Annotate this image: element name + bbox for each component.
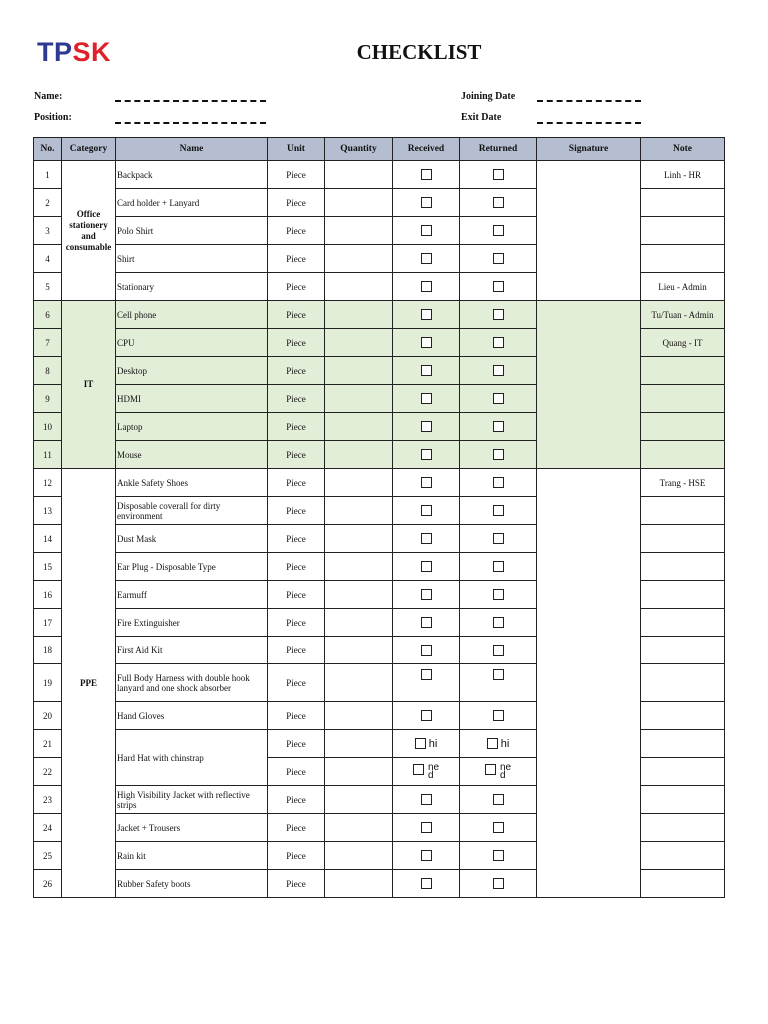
item-name: Earmuff bbox=[116, 581, 268, 609]
item-name: Desktop bbox=[116, 357, 268, 385]
received-checkbox[interactable] bbox=[421, 561, 432, 572]
returned-checkbox[interactable] bbox=[493, 822, 504, 833]
note-cell bbox=[641, 413, 725, 441]
item-unit: Piece bbox=[268, 702, 325, 730]
quantity-cell[interactable] bbox=[325, 581, 393, 609]
item-unit: Piece bbox=[268, 273, 325, 301]
item-unit: Piece bbox=[268, 497, 325, 525]
item-name: Laptop bbox=[116, 413, 268, 441]
row-no: 17 bbox=[34, 609, 62, 637]
returned-checkbox[interactable] bbox=[493, 617, 504, 628]
received-checkbox[interactable] bbox=[421, 449, 432, 460]
header-quantity: Quantity bbox=[325, 138, 393, 161]
note-cell bbox=[641, 581, 725, 609]
returned-checkbox[interactable] bbox=[493, 878, 504, 889]
item-unit: Piece bbox=[268, 301, 325, 329]
returned-checkbox[interactable] bbox=[493, 393, 504, 404]
quantity-cell[interactable] bbox=[325, 842, 393, 870]
row-no: 4 bbox=[34, 245, 62, 273]
returned-checkbox[interactable] bbox=[493, 794, 504, 805]
note-cell bbox=[641, 553, 725, 581]
quantity-cell[interactable] bbox=[325, 497, 393, 525]
item-unit: Piece bbox=[268, 245, 325, 273]
received-checkbox[interactable] bbox=[421, 589, 432, 600]
note-cell bbox=[641, 245, 725, 273]
item-unit: Piece bbox=[268, 189, 325, 217]
header-unit: Unit bbox=[268, 138, 325, 161]
category-office: Office stationery and consumable bbox=[62, 161, 116, 301]
item-name: Ankle Safety Shoes bbox=[116, 469, 268, 497]
quantity-cell[interactable] bbox=[325, 217, 393, 245]
row-no: 26 bbox=[34, 870, 62, 898]
returned-checkbox[interactable] bbox=[493, 421, 504, 432]
exit-date-label: Exit Date bbox=[461, 112, 502, 123]
item-name: Rubber Safety boots bbox=[116, 870, 268, 898]
returned-checkbox[interactable] bbox=[493, 669, 504, 680]
received-checkbox[interactable] bbox=[421, 421, 432, 432]
row-no: 24 bbox=[34, 814, 62, 842]
item-name: Hard Hat with chinstrap bbox=[116, 730, 268, 786]
header-note: Note bbox=[641, 138, 725, 161]
position-field[interactable] bbox=[115, 122, 266, 124]
quantity-cell[interactable] bbox=[325, 441, 393, 469]
item-name: Jacket + Trousers bbox=[116, 814, 268, 842]
item-name: Stationary bbox=[116, 273, 268, 301]
received-checkbox[interactable] bbox=[415, 738, 426, 749]
received-checkbox[interactable] bbox=[421, 878, 432, 889]
received-checkbox[interactable] bbox=[421, 850, 432, 861]
row-no: 1 bbox=[34, 161, 62, 189]
item-name: High Visibility Jacket with reflective strips bbox=[116, 786, 268, 814]
returned-checkbox[interactable] bbox=[493, 710, 504, 721]
note-cell: Tu/Tuan - Admin bbox=[641, 301, 725, 329]
item-name: Polo Shirt bbox=[116, 217, 268, 245]
quantity-cell[interactable] bbox=[325, 357, 393, 385]
header-no: No. bbox=[34, 138, 62, 161]
note-cell bbox=[641, 357, 725, 385]
item-name: HDMI bbox=[116, 385, 268, 413]
name-label: Name: bbox=[34, 91, 63, 102]
table-row bbox=[34, 469, 725, 497]
row-no: 8 bbox=[34, 357, 62, 385]
item-unit: Piece bbox=[268, 730, 325, 758]
item-name: Disposable coverall for dirty environment bbox=[116, 497, 268, 525]
item-name: Cell phone bbox=[116, 301, 268, 329]
position-label: Position: bbox=[34, 112, 72, 123]
quantity-cell[interactable] bbox=[325, 525, 393, 553]
item-name: Dust Mask bbox=[116, 525, 268, 553]
note-cell bbox=[641, 637, 725, 664]
returned-checkbox[interactable] bbox=[487, 738, 498, 749]
returned-checkbox[interactable] bbox=[485, 764, 496, 775]
row-no: 11 bbox=[34, 441, 62, 469]
received-checkbox[interactable] bbox=[421, 225, 432, 236]
table-row bbox=[34, 161, 725, 189]
note-cell bbox=[641, 842, 725, 870]
item-name: CPU bbox=[116, 329, 268, 357]
item-name: Rain kit bbox=[116, 842, 268, 870]
received-checkbox[interactable] bbox=[421, 794, 432, 805]
name-field[interactable] bbox=[115, 100, 266, 102]
returned-checkbox[interactable] bbox=[493, 253, 504, 264]
row-no: 18 bbox=[34, 637, 62, 664]
item-unit: Piece bbox=[268, 469, 325, 497]
item-unit: Piece bbox=[268, 637, 325, 664]
row-no: 6 bbox=[34, 301, 62, 329]
received-checkbox[interactable] bbox=[421, 533, 432, 544]
returned-checkbox[interactable] bbox=[493, 533, 504, 544]
row-no: 3 bbox=[34, 217, 62, 245]
quantity-cell[interactable] bbox=[325, 329, 393, 357]
note-cell bbox=[641, 189, 725, 217]
item-unit: Piece bbox=[268, 525, 325, 553]
note-cell bbox=[641, 385, 725, 413]
returned-checkbox[interactable] bbox=[493, 449, 504, 460]
item-unit: Piece bbox=[268, 413, 325, 441]
row-no: 22 bbox=[34, 758, 62, 786]
signature-cell-it[interactable] bbox=[537, 301, 641, 469]
row-no: 23 bbox=[34, 786, 62, 814]
joining-date-field[interactable] bbox=[537, 100, 641, 102]
received-checkbox[interactable] bbox=[421, 281, 432, 292]
item-unit: Piece bbox=[268, 581, 325, 609]
page-title: CHECKLIST bbox=[356, 40, 482, 64]
quantity-cell[interactable] bbox=[325, 245, 393, 273]
row-no: 21 bbox=[34, 730, 62, 758]
quantity-cell[interactable] bbox=[325, 758, 393, 786]
item-unit: Piece bbox=[268, 609, 325, 637]
received-checkbox[interactable] bbox=[421, 393, 432, 404]
row-no: 13 bbox=[34, 497, 62, 525]
item-name: Ear Plug - Disposable Type bbox=[116, 553, 268, 581]
quantity-cell[interactable] bbox=[325, 161, 393, 189]
returned-overflow-text: hi bbox=[500, 737, 510, 750]
header-returned: Returned bbox=[460, 138, 537, 161]
item-unit: Piece bbox=[268, 161, 325, 189]
received-checkbox[interactable] bbox=[421, 365, 432, 376]
note-cell: Lieu - Admin bbox=[641, 273, 725, 301]
returned-checkbox[interactable] bbox=[493, 197, 504, 208]
quantity-cell[interactable] bbox=[325, 786, 393, 814]
row-no: 9 bbox=[34, 385, 62, 413]
returned-checkbox[interactable] bbox=[493, 225, 504, 236]
item-name: Mouse bbox=[116, 441, 268, 469]
quantity-cell[interactable] bbox=[325, 870, 393, 898]
note-cell bbox=[641, 730, 725, 758]
quantity-cell[interactable] bbox=[325, 301, 393, 329]
received-checkbox[interactable] bbox=[421, 253, 432, 264]
note-cell: Linh - HR bbox=[641, 161, 725, 189]
item-unit: Piece bbox=[268, 553, 325, 581]
received-checkbox[interactable] bbox=[421, 669, 432, 680]
returned-checkbox[interactable] bbox=[493, 589, 504, 600]
received-overflow-text: hi bbox=[428, 737, 438, 750]
row-no: 20 bbox=[34, 702, 62, 730]
item-name: Backpack bbox=[116, 161, 268, 189]
received-checkbox[interactable] bbox=[421, 645, 432, 656]
returned-checkbox[interactable] bbox=[493, 169, 504, 180]
row-no: 12 bbox=[34, 469, 62, 497]
returned-overflow-text: ne d bbox=[499, 761, 512, 781]
received-checkbox[interactable] bbox=[421, 505, 432, 516]
row-no: 5 bbox=[34, 273, 62, 301]
quantity-cell[interactable] bbox=[325, 730, 393, 758]
header-name: Name bbox=[116, 138, 268, 161]
item-unit: Piece bbox=[268, 786, 325, 814]
quantity-cell[interactable] bbox=[325, 637, 393, 664]
returned-checkbox[interactable] bbox=[493, 645, 504, 656]
item-name: Full Body Harness with double hook lanyard and one shock absorber bbox=[116, 664, 268, 702]
row-no: 15 bbox=[34, 553, 62, 581]
row-no: 14 bbox=[34, 525, 62, 553]
item-name: Fire Extinguisher bbox=[116, 609, 268, 637]
note-cell bbox=[641, 525, 725, 553]
quantity-cell[interactable] bbox=[325, 702, 393, 730]
exit-date-field[interactable] bbox=[537, 122, 641, 124]
quantity-cell[interactable] bbox=[325, 273, 393, 301]
received-overflow-text: ne d bbox=[427, 761, 440, 781]
note-cell bbox=[641, 664, 725, 702]
returned-checkbox[interactable] bbox=[493, 365, 504, 376]
note-cell: Quang - IT bbox=[641, 329, 725, 357]
table-row bbox=[34, 301, 725, 329]
note-cell bbox=[641, 814, 725, 842]
received-checkbox[interactable] bbox=[421, 309, 432, 320]
item-unit: Piece bbox=[268, 329, 325, 357]
returned-checkbox[interactable] bbox=[493, 477, 504, 488]
received-checkbox[interactable] bbox=[421, 197, 432, 208]
joining-date-label: Joining Date bbox=[461, 91, 516, 102]
item-name: Shirt bbox=[116, 245, 268, 273]
company-logo: TPSK bbox=[37, 37, 112, 67]
quantity-cell[interactable] bbox=[325, 814, 393, 842]
checklist-table bbox=[33, 137, 725, 898]
returned-checkbox[interactable] bbox=[493, 309, 504, 320]
note-cell bbox=[641, 702, 725, 730]
row-no: 25 bbox=[34, 842, 62, 870]
quantity-cell[interactable] bbox=[325, 413, 393, 441]
note-cell bbox=[641, 217, 725, 245]
note-cell bbox=[641, 758, 725, 786]
note-cell bbox=[641, 609, 725, 637]
category-ppe: PPE bbox=[62, 469, 116, 898]
item-unit: Piece bbox=[268, 217, 325, 245]
received-checkbox[interactable] bbox=[413, 764, 424, 775]
row-no: 7 bbox=[34, 329, 62, 357]
received-checkbox[interactable] bbox=[421, 169, 432, 180]
signature-cell-office[interactable] bbox=[537, 161, 641, 301]
row-no: 16 bbox=[34, 581, 62, 609]
note-cell bbox=[641, 870, 725, 898]
row-no: 19 bbox=[34, 664, 62, 702]
item-unit: Piece bbox=[268, 870, 325, 898]
row-no: 2 bbox=[34, 189, 62, 217]
note-cell bbox=[641, 497, 725, 525]
header-received: Received bbox=[393, 138, 460, 161]
quantity-cell[interactable] bbox=[325, 385, 393, 413]
header-category: Category bbox=[62, 138, 116, 161]
returned-checkbox[interactable] bbox=[493, 561, 504, 572]
quantity-cell[interactable] bbox=[325, 469, 393, 497]
note-cell bbox=[641, 786, 725, 814]
received-checkbox[interactable] bbox=[421, 617, 432, 628]
item-unit: Piece bbox=[268, 758, 325, 786]
item-unit: Piece bbox=[268, 842, 325, 870]
table-header-row bbox=[34, 138, 725, 161]
returned-checkbox[interactable] bbox=[493, 850, 504, 861]
quantity-cell[interactable] bbox=[325, 609, 393, 637]
returned-checkbox[interactable] bbox=[493, 281, 504, 292]
note-cell bbox=[641, 441, 725, 469]
item-unit: Piece bbox=[268, 441, 325, 469]
row-no: 10 bbox=[34, 413, 62, 441]
item-unit: Piece bbox=[268, 357, 325, 385]
note-cell: Trang - HSE bbox=[641, 469, 725, 497]
received-checkbox[interactable] bbox=[421, 710, 432, 721]
item-name: Card holder + Lanyard bbox=[116, 189, 268, 217]
signature-cell-ppe[interactable] bbox=[537, 469, 641, 898]
returned-checkbox[interactable] bbox=[493, 505, 504, 516]
received-checkbox[interactable] bbox=[421, 337, 432, 348]
received-checkbox[interactable] bbox=[421, 477, 432, 488]
item-unit: Piece bbox=[268, 664, 325, 702]
quantity-cell[interactable] bbox=[325, 553, 393, 581]
category-it: IT bbox=[62, 301, 116, 469]
header-signature: Signature bbox=[537, 138, 641, 161]
quantity-cell[interactable] bbox=[325, 664, 393, 702]
received-checkbox[interactable] bbox=[421, 822, 432, 833]
item-name: Hand Gloves bbox=[116, 702, 268, 730]
returned-checkbox[interactable] bbox=[493, 337, 504, 348]
quantity-cell[interactable] bbox=[325, 189, 393, 217]
item-name: First Aid Kit bbox=[116, 637, 268, 664]
item-unit: Piece bbox=[268, 814, 325, 842]
item-unit: Piece bbox=[268, 385, 325, 413]
